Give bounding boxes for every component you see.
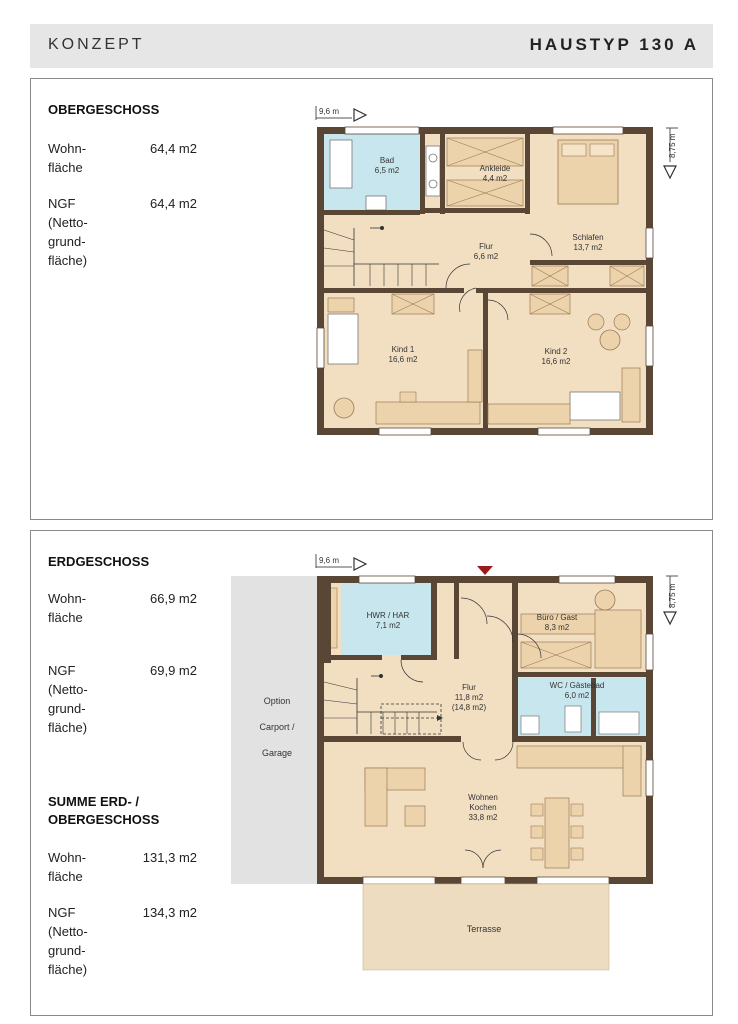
- upper-living-area-label: Wohn- fläche: [48, 141, 87, 175]
- desk-kind2: [488, 404, 570, 424]
- room-wc-area: 6,0 m2: [564, 691, 590, 700]
- total-ngf-value: 134,3 m2: [142, 905, 197, 920]
- room-hwr-area: 7,1 m2: [375, 621, 401, 630]
- room-living-name: Wohnen: [468, 793, 498, 802]
- room-schlafen-area: 13,7 m2: [573, 243, 603, 252]
- kitchen-counter: [517, 746, 641, 768]
- ground-dim-depth: 8,75 m: [668, 583, 677, 608]
- room-kind2-name: Kind 2: [544, 347, 568, 356]
- upper-dim-width: 9,6 m: [319, 107, 340, 116]
- dining-table: [545, 798, 569, 868]
- room-office-name: Büro / Gast: [536, 613, 578, 622]
- total-ngf-label: NGF (Netto- grund- fläche): [48, 905, 88, 977]
- room-flur-name: Flur: [479, 242, 493, 251]
- ground-floor-plan: [225, 550, 685, 980]
- toilet-icon: [366, 196, 386, 210]
- ground-floor-title: ERDGESCHOSS: [48, 554, 150, 569]
- room-ankleide-name: Ankleide: [479, 164, 511, 173]
- room-hall-name: Flur: [462, 683, 476, 692]
- room-kind1-name: Kind 1: [391, 345, 415, 354]
- carport-label-1: Option: [263, 696, 291, 706]
- room-schlafen-name: Schlafen: [572, 233, 604, 242]
- room-hwr-name: HWR / HAR: [366, 611, 410, 620]
- page-header: [30, 24, 713, 68]
- room-hall-extra: (14,8 m2): [451, 703, 487, 712]
- shower-icon: [599, 712, 639, 734]
- room-hall-area: 11,8 m2: [454, 693, 484, 702]
- staircase: [324, 215, 439, 287]
- washbasin-icon: [426, 146, 440, 196]
- bed-kind1: [328, 314, 358, 364]
- upper-ngf-label: NGF (Netto- grund- fläche): [48, 196, 88, 268]
- upper-floor-title: OBERGESCHOSS: [48, 102, 160, 117]
- dimension-depth-marker: [664, 128, 678, 178]
- ground-ngf-value: 69,9 m2: [150, 663, 197, 678]
- ground-living-area-value: 66,9 m2: [150, 591, 197, 606]
- bathtub: [330, 140, 352, 188]
- total-title: SUMME ERD- / OBERGESCHOSS: [48, 794, 160, 827]
- room-bad-area: 6,5 m2: [374, 166, 400, 175]
- toilet-icon: [565, 706, 581, 732]
- terrace-label: Terrasse: [466, 924, 502, 934]
- ground-ngf-label: NGF (Netto- grund- fläche): [48, 663, 88, 735]
- ground-dim-width: 9,6 m: [319, 556, 340, 565]
- room-kind2-area: 16,6 m2: [541, 357, 571, 366]
- room-flur-area: 6,6 m2: [473, 252, 499, 261]
- room-ankleide-area: 4,4 m2: [482, 174, 508, 183]
- bed-kind2: [570, 392, 620, 420]
- header-concept: KONZEPT: [48, 36, 145, 53]
- room-kitchen-name: Kochen: [469, 803, 497, 812]
- room-kind1-area: 16,6 m2: [388, 355, 418, 364]
- room-living-area: 33,8 m2: [468, 813, 498, 822]
- dimension-depth-marker: [664, 576, 678, 624]
- dimension-width-marker: [316, 554, 366, 570]
- dimension-width-marker: [316, 106, 366, 121]
- ground-living-area-label: Wohn- fläche: [48, 591, 87, 625]
- washbasin-icon: [521, 716, 539, 734]
- upper-ngf-value: 64,4 m2: [150, 196, 197, 211]
- upper-dim-depth: 8,75 m: [668, 133, 677, 158]
- room-bad-name: Bad: [379, 156, 395, 165]
- total-living-area-label: Wohn- fläche: [48, 850, 87, 884]
- room-office-area: 8,3 m2: [544, 623, 570, 632]
- desk-kind1: [376, 402, 480, 424]
- carport-label-3: Garage: [261, 748, 293, 758]
- room-wc-name: WC / Gästebad: [549, 681, 605, 690]
- entrance-marker-icon: [477, 566, 493, 575]
- upper-living-area-value: 64,4 m2: [150, 141, 197, 156]
- total-living-area-value: 131,3 m2: [142, 850, 197, 865]
- coffee-table: [405, 806, 425, 826]
- header-house-type: HAUSTYP 130 A: [529, 35, 699, 54]
- upper-floor-plan: [300, 100, 680, 440]
- carport-label-2: Carport /: [259, 722, 295, 732]
